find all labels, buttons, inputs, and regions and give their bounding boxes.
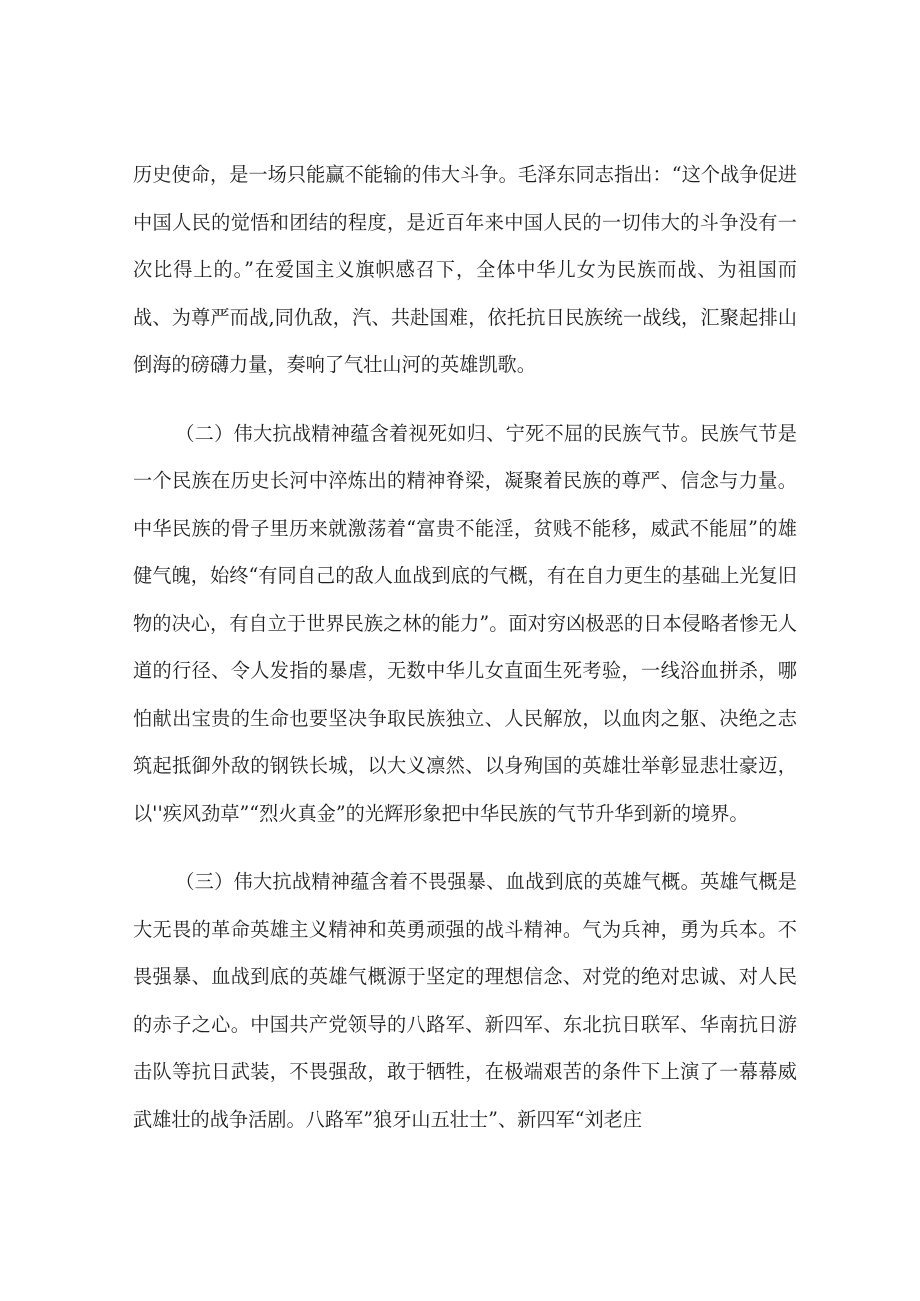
paragraph-3: （三）伟大抗战精神蕴含着不畏强暴、血战到底的英雄气概。英雄气概是大无畏的革命英雄主义精神和英勇顽强的战斗精神。气为兵神，勇为兵本。不畏强暴、血战到底的英雄气概源于坚定的理想信念、对党的绝对忠诚、对人民的赤子之心。中国共产党领导的八路军、新四军、东北抗日联军、华南抗日游击队等抗日武装，不畏强敌，敢于牺牲，在极端艰苦的条件下上演了一幕幕威武雄壮的战争活剧。八路军”狼牙山五壮士”、新四军“刘老庄	[133, 870, 797, 1131]
paragraph-gap	[133, 389, 797, 410]
paragraph-1: 历史使命，是一场只能赢不能输的伟大斗争。毛泽东同志指出：“这个战争促进中国人民的觉悟和团结的程度，是近百年来中国人民的一切伟大的斗争没有一次比得上的。”在爱国主义旗帜感召下，全体中华儿女为民族而战、为祖国而战、为尊严而战,同仇敌，汽、共赴国难，依托抗日民族统一战线，汇聚起排山倒海的磅礴力量，奏响了气壮山河的英雄凯歌。	[133, 163, 797, 376]
paragraph-gap	[133, 837, 797, 858]
paragraph-2: （二）伟大抗战精神蕴含着视死如归、宁死不屈的民族气节。民族气节是一个民族在历史长河中淬炼出的精神脊梁，凝聚着民族的尊严、信念与力量。中华民族的骨子里历来就激荡着“富贵不能淫，贫贱不能移，威武不能屈”的雄健气魄，始终“有同自己的敌人血战到底的气概，有在自力更生的基础上光复旧物的决心，有自立于世界民族之林的能力”。面对穷凶极恶的日本侵略者惨无人道的行径、令人发指的暴虐，无数中华儿女直面生死考验，一线浴血拼杀，哪怕献出宝贵的生命也要坚决争取民族独立、人民解放，以血肉之躯、决绝之志筑起抵御外敌的钢铁长城，以大义凛然、以身殉国的英雄壮举彰显悲壮豪迈，以''疾风劲草”“烈火真金”的光辉形象把中华民族的气节升华到新的境界。	[133, 421, 797, 825]
document-body	[133, 151, 797, 1143]
